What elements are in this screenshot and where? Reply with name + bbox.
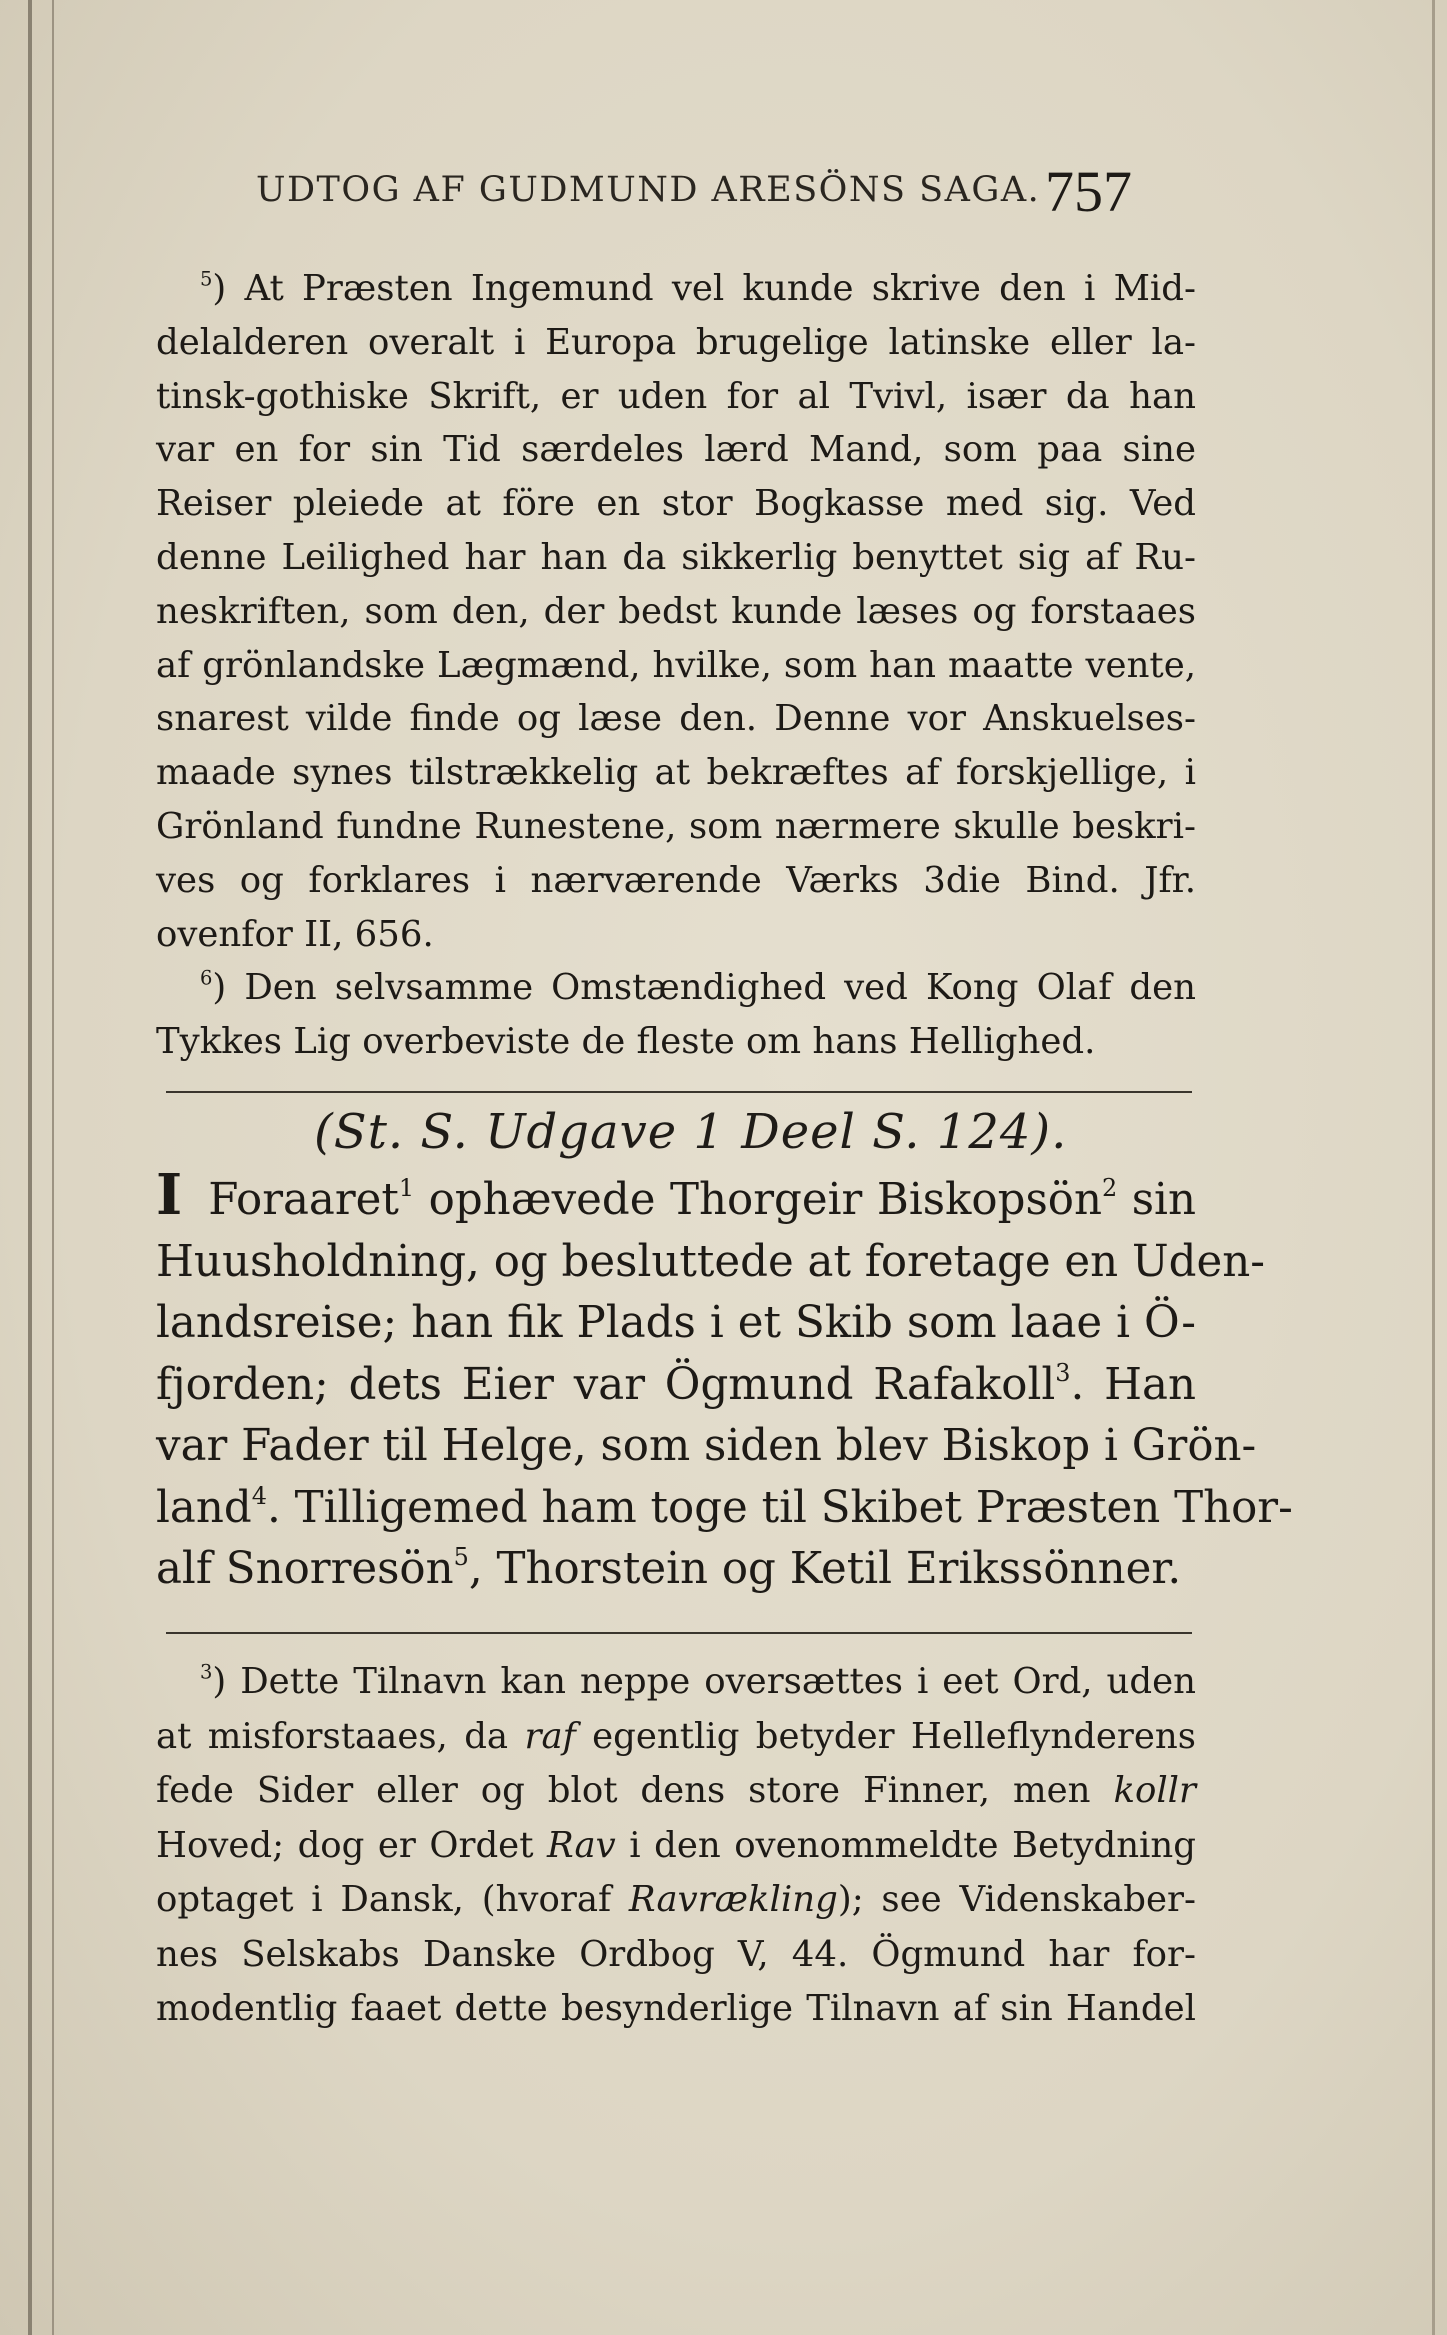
footnote-5-line: Grönland fundne Runestene, som nærmere skulle beskri- [156, 805, 1196, 847]
footnote-marker-5: 5 [200, 267, 213, 291]
footnote-5-line: tinsk-gothiske Skrift, er uden for al Tvivl, især da han [156, 375, 1196, 417]
footnote-6-line: Tykkes Lig overbeviste de fleste om hans Hellighed. [156, 1021, 1096, 1063]
footnotes-top [156, 262, 1196, 1069]
main-text-line: land$^4$. Tilligemed ham toge til Skibet Præsten Thor- [156, 1481, 1293, 1533]
main-text-line: Huusholdning, og besluttede at foretage en Uden- [156, 1236, 1265, 1287]
main-text-line: landsreise; han fik Plads i et Skib som laae i Ö- [156, 1298, 1196, 1348]
footnote-3-line: fede Sider eller og blot dens store Finner, men kollr [156, 1770, 1196, 1811]
footnote-5-line: snarest vilde finde og læse den. Denne vor Anskuelses- [156, 698, 1196, 740]
footnote-5-line: neskriften, som den, der bedst kunde læses og forstaaes [156, 590, 1196, 632]
footnote-3-line: nes Selskabs Danske Ordbog V, 44. Ögmund har for- [156, 1933, 1196, 1975]
source-reference: (St. S. Udgave 1 Deel S. 124). [314, 1104, 1068, 1160]
main-text-line: I Foraaret$^1$ ophævede Thorgeir Biskopsön$^2$ sin [156, 1162, 1196, 1228]
page-header [250, 159, 1150, 224]
page-number: 757 [1045, 159, 1132, 224]
footnote-5-line: Reiser pleiede at före en stor Bogkasse med sig. Ved [156, 483, 1196, 525]
footnote-3-line: $^3$) Dette Tilnavn kan neppe oversættes i eet Ord, uden [200, 1660, 1196, 1702]
page-edge-left [28, 0, 32, 2335]
footnote-ref: 4 [251, 1481, 267, 1510]
footnote-marker-6: 6 [200, 966, 213, 990]
footnote-5-line: $^5$) At Præsten Ingemund vel kunde skrive den i Mid- [200, 267, 1196, 309]
footnote-5-line: ves og forklares i nærværende Værks 3die Bind. Jfr. [156, 859, 1196, 901]
footnote-5-line: var en for sin Tid særdeles lærd Mand, som paa sine [156, 429, 1196, 471]
footnote-5-line: ovenfor II, 656. [156, 913, 434, 955]
footnote-3-line: optaget i Dansk, (hvoraf Ravrækling); see Videnskaber- [156, 1879, 1196, 1920]
footnote-divider [166, 1632, 1192, 1634]
footnote-5-line: delalderen overalt i Europa brugelige latinske eller la- [156, 321, 1196, 363]
running-head: UDTOG AF GUDMUND ARESÖNS SAGA. [256, 170, 1041, 210]
footnote-5-line: maade synes tilstrækkelig at bekræftes af forskjellige, i [156, 752, 1196, 794]
main-text [156, 1162, 1293, 1601]
main-text-line: var Fader til Helge, som siden blev Biskop i Grön- [156, 1421, 1257, 1471]
main-text-line: fjorden; dets Eier var Ögmund Rafakoll$^3$. Han [156, 1358, 1196, 1410]
page-edge-right [1432, 0, 1435, 2335]
footnote-3-line: at misforstaaes, da raf egentlig betyder Helleflynderens [156, 1715, 1196, 1757]
footnotes-bottom [156, 1655, 1196, 2037]
drop-cap: I [156, 1162, 183, 1228]
footnote-ref: 1 [398, 1174, 415, 1203]
footnote-ref: 3 [1055, 1358, 1071, 1387]
main-text-line: alf Snorresön$^5$, Thorstein og Ketil Erikssönner. [156, 1543, 1182, 1594]
footnote-5-line: af grönlandske Lægmænd, hvilke, som han maatte vente, [156, 644, 1196, 686]
footnote-ref: 2 [1101, 1174, 1118, 1203]
footnote-3-line: Hoved; dog er Ordet Rav i den ovenommeldte Betydning [156, 1824, 1196, 1866]
footnote-ref: 5 [453, 1543, 469, 1572]
footnote-6-line: $^6$) Den selvsamme Omstændighed ved Kong Olaf den [200, 966, 1196, 1009]
footnote-5-line: denne Leilighed har han da sikkerlig benyttet sig af Ru- [156, 536, 1196, 578]
section-divider [166, 1091, 1192, 1093]
page-edge-left-inner [52, 0, 54, 2335]
footnote-3-line: modentlig faaet dette besynderlige Tilnavn af sin Handel [156, 1988, 1196, 2029]
footnote-marker-3: 3 [200, 1660, 213, 1684]
